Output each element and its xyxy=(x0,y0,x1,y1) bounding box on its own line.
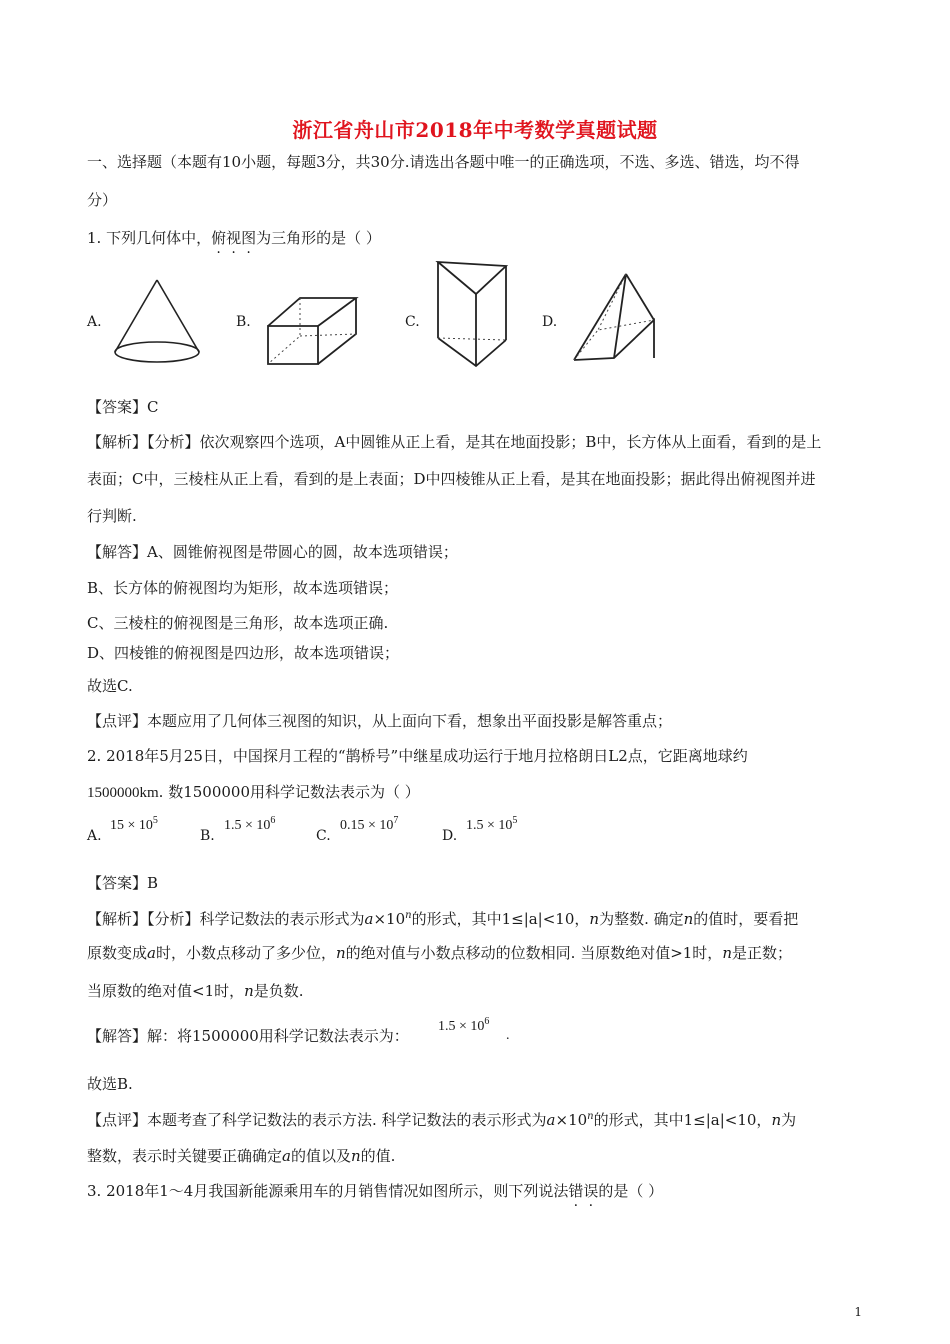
section-intro-line2: 分） xyxy=(87,191,118,209)
q2-solution-expr: $1.5 \times 10^6$ xyxy=(438,1016,490,1034)
q2-option-d-expr: $1.5 \times 10^5$ xyxy=(466,815,518,833)
page-title: 浙江省舟山市2018年中考数学真题试题 xyxy=(292,118,658,142)
q2-option-b-expr: $1.5 \times 10^6$ xyxy=(224,815,276,833)
q2-stem-line1: 2. 2018年5月25日，中国探月工程的“鹊桥号”中继星成功运行于地月拉格朗日L2点，它距离地球约 xyxy=(87,747,748,765)
section-intro-line1: 一、选择题（本题有10小题，每题3分，共30分.请选出各题中唯一的正确选项，不选、多选、错选，均不得 xyxy=(87,153,800,171)
q2-option-a-label: A. xyxy=(87,828,102,844)
q1-solution-line2: B、长方体的俯视图均为矩形，故本选项错误； xyxy=(87,579,399,597)
q2-comment-line2: 整数，表示时关键要正确确定a的值以及n的值. xyxy=(87,1147,396,1165)
q3-stem: 3. 2018年1～4月我国新能源乘用车的月销售情况如图所示，则下列说法错误的是（ ） xyxy=(87,1182,664,1200)
q1-comment: 【点评】本题应用了几何体三视图的知识，从上面向下看，想象出平面投影是解答重点； xyxy=(87,712,673,730)
q1-solution-line4: D、四棱锥的俯视图是四边形，故本选项错误； xyxy=(87,644,400,662)
q2-option-a-expr: $15 \times 10^5$ xyxy=(110,815,158,833)
q1-option-b-label: B. xyxy=(236,314,251,330)
q1-analysis-line2: 表面；C中，三棱柱从正上看，看到的是上表面；D中四棱锥从正上看，是其在地面投影；据此得出俯视图并进 xyxy=(87,470,816,488)
q2-option-c-label: C. xyxy=(316,828,331,844)
q1-option-d-label: D. xyxy=(542,314,558,330)
q1-solution-line1: 【解答】A、圆锥俯视图是带圆心的圆，故本选项错误； xyxy=(87,543,458,561)
q2-stem-line2: 1500000km. 数1500000用科学记数法表示为（ ） xyxy=(87,783,420,801)
q1-answer: 【答案】C xyxy=(87,398,159,416)
q2-option-d-label: D. xyxy=(442,828,458,844)
q2-comment-line1: 【点评】本题考查了科学记数法的表示方法. 科学记数法的表示形式为$a\times 10^n$的形式，其中1≤|a|<10，n为 xyxy=(87,1111,797,1129)
cuboid-figure xyxy=(264,292,362,368)
q1-analysis-line1: 【解析】【分析】依次观察四个选项，A中圆锥从正上看，是其在地面投影；B中，长方体从上面看，看到的是上 xyxy=(87,433,822,451)
q2-analysis-line2: 原数变成a时，小数点移动了多少位，n的绝对值与小数点移动的位数相同. 当原数绝对值>1时，n是正数； xyxy=(87,944,792,962)
cone-figure xyxy=(112,276,202,368)
q1-solution-line3: C、三棱柱的俯视图是三角形，故本选项正确. xyxy=(87,614,389,632)
q2-analysis-line1: 【解析】【分析】科学记数法的表示形式为$a\times 10^n$的形式，其中1≤|a|<10，n为整数. 确定n的值时，要看把 xyxy=(87,910,799,928)
q2-solution-period: . xyxy=(506,1028,510,1043)
q1-choose: 故选C. xyxy=(87,677,133,695)
q2-answer: 【答案】B xyxy=(87,874,159,892)
q1-analysis-line3: 行判断. xyxy=(87,507,137,525)
q2-solution: 【解答】解：将1500000用科学记数法表示为： xyxy=(87,1027,409,1045)
q1-stem: 1. 下列几何体中，俯视图为三角形的是（ ） xyxy=(87,229,381,247)
page-number: 1 xyxy=(854,1305,862,1319)
q2-choose: 故选B. xyxy=(87,1075,133,1093)
q2-analysis-line3: 当原数的绝对值<1时，n是负数. xyxy=(87,982,304,1000)
triangular-prism-figure xyxy=(430,258,510,370)
q1-option-a-label: A. xyxy=(87,314,102,330)
square-pyramid-figure xyxy=(568,270,660,366)
q2-option-c-expr: $0.15 \times 10^7$ xyxy=(340,815,399,833)
q2-option-b-label: B. xyxy=(200,828,215,844)
q1-option-c-label: C. xyxy=(405,314,420,330)
